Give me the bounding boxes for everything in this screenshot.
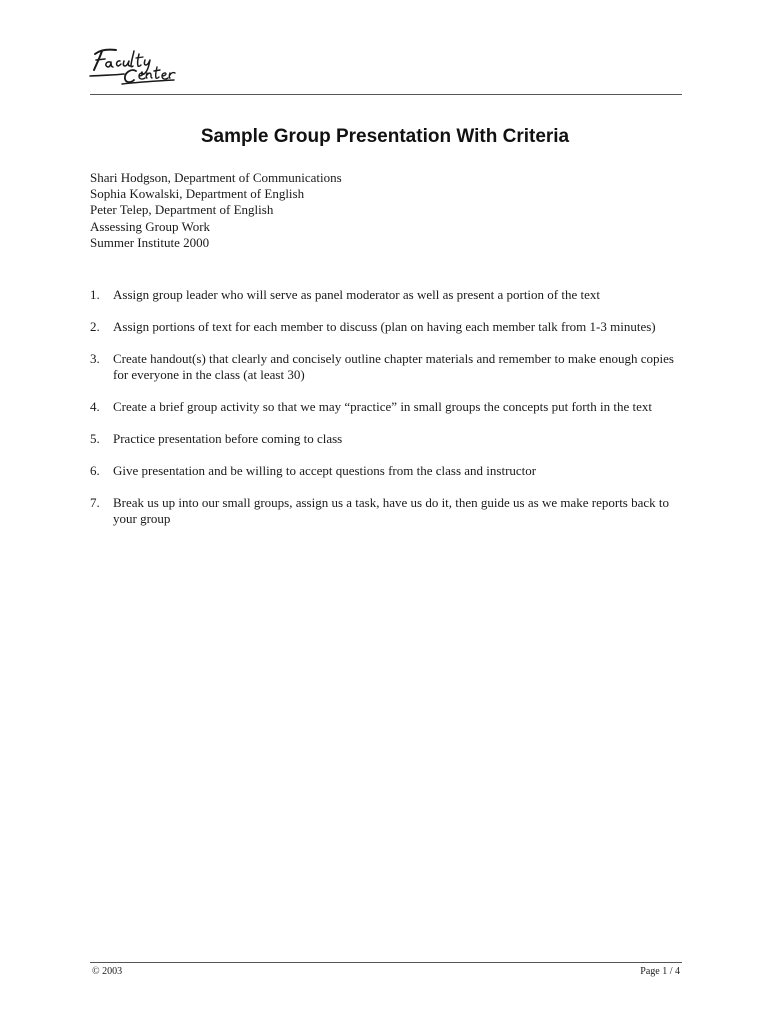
item-text: Create a brief group activity so that we may “practice” in small groups the concepts put forth in the text — [113, 399, 652, 415]
header-divider — [90, 94, 682, 95]
author-line: Peter Telep, Department of English — [90, 202, 274, 218]
page-indicator: Page 1 / 4 — [640, 966, 680, 977]
list-item — [90, 399, 690, 415]
list-item — [90, 351, 690, 383]
item-text: Give presentation and be willing to accept questions from the class and instructor — [113, 463, 537, 479]
item-number: 6. — [90, 463, 100, 479]
list-item — [90, 495, 690, 527]
list-item — [90, 463, 690, 479]
document-title: Sample Group Presentation With Criteria — [200, 126, 570, 147]
item-number: 7. — [90, 495, 100, 511]
event-line: Summer Institute 2000 — [90, 234, 210, 250]
list-item — [90, 319, 690, 335]
item-number: 5. — [90, 431, 100, 447]
item-number: 3. — [90, 351, 100, 366]
list-item — [90, 431, 690, 447]
criteria-list — [90, 287, 690, 543]
author-block — [90, 170, 342, 251]
footer-divider — [90, 962, 682, 963]
item-text: Practice presentation before coming to class — [113, 431, 343, 447]
item-text: Break us up into our small groups, assign us a task, have us do it, then guide us as we make reports back to your group — [113, 495, 670, 527]
item-number: 2. — [90, 319, 100, 334]
author-line: Sophia Kowalski, Department of English — [90, 186, 305, 202]
item-number: 1. — [90, 287, 100, 302]
list-item — [90, 287, 690, 303]
item-text: Create handout(s) that clearly and concisely outline chapter materials and remember to make enough copies for everyone in the class (at least 30) — [113, 351, 674, 383]
faculty-center-logo — [86, 40, 182, 90]
copyright-notice: © 2003 — [92, 966, 123, 977]
topic-line: Assessing Group Work — [90, 218, 211, 234]
author-line: Shari Hodgson, Department of Communications — [90, 170, 342, 185]
item-text: Assign portions of text for each member to discuss (plan on having each member talk from 1-3 minutes) — [113, 319, 656, 334]
item-text: Assign group leader who will serve as panel moderator as well as present a portion of the text — [113, 287, 600, 302]
item-number: 4. — [90, 399, 100, 415]
